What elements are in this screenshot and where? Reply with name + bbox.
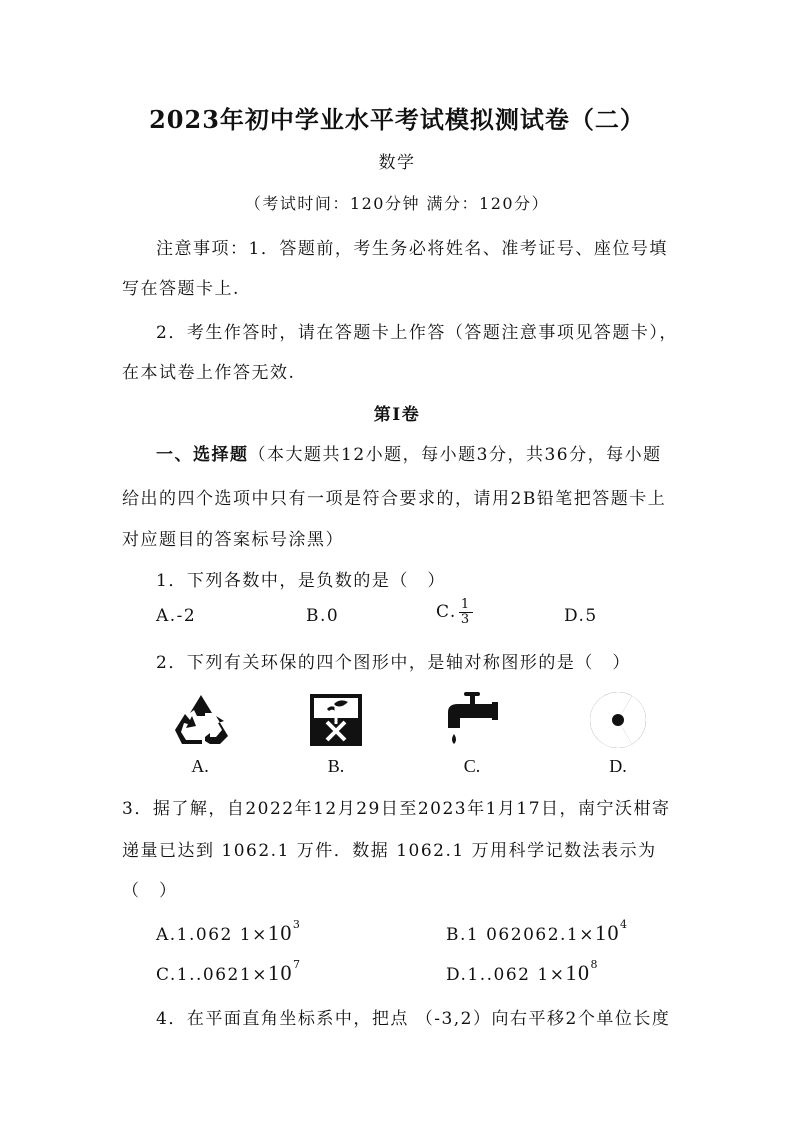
q3-option-a-exponent: 3 [292, 918, 302, 931]
q3-line-1: 3．据了解，自2022年12月29日至2023年1月17日，南宁沃柑寄 [122, 799, 671, 819]
q1-stem: 1．下列各数中，是负数的是（ ） [156, 571, 446, 591]
fraction-denominator: 3 [460, 612, 471, 627]
q3-option-b-base: 10 [594, 920, 620, 945]
fraction-numerator: 1 [460, 597, 471, 612]
fraction-one-third [459, 598, 473, 627]
q3-option-a [156, 920, 301, 946]
notes-line-2: 写在答题卡上. [122, 279, 240, 299]
q3-option-b-exponent: 4 [619, 918, 629, 931]
exam-title: 2023年初中学业水平考试模拟测试卷（二） [149, 105, 645, 134]
q1-option-c [436, 598, 473, 627]
section-line-2: 给出的四个选项中只有一项是符合要求的，请用2B铅笔把答题卡上 [122, 489, 667, 509]
q3-option-c-base: 10 [267, 960, 293, 985]
q4-line-1: 4．在平面直角坐标系中，把点 （-3,2）向右平移2个单位长度 [156, 1009, 671, 1029]
notes-line-4: 在本试卷上作答无效. [122, 363, 296, 383]
section-title: 第Ⅰ卷 [373, 405, 421, 425]
recycle-icon [172, 692, 230, 746]
q3-option-d-base: 10 [565, 960, 591, 985]
q2-option-b-label: B. [327, 756, 345, 776]
q2-option-d-label: D. [609, 756, 627, 776]
q3-option-a-base: 10 [267, 920, 293, 945]
q3-option-d-prefix: D.1..062 1× [446, 965, 566, 985]
no-picking-sign-icon [310, 694, 362, 746]
exam-info: （考试时间：120分钟 满分：120分） [244, 194, 550, 213]
q3-option-c [156, 960, 301, 986]
dripping-faucet-icon [444, 688, 500, 750]
section-line-3: 对应题目的答案标号涂黑） [122, 530, 344, 550]
section-heading-bold: 一、选择题 [156, 445, 249, 465]
q3-option-c-prefix: C.1..0621× [156, 965, 268, 985]
q1-option-c-prefix: C. [436, 602, 457, 622]
radiation-icon [588, 690, 648, 750]
q3-option-b-prefix: B.1 062062.1× [446, 925, 595, 945]
notes-line-1: 注意事项：1．答题前，考生务必将姓名、准考证号、座位号填 [156, 239, 668, 259]
q3-option-d [446, 960, 599, 986]
q1-option-a: A.-2 [156, 606, 197, 626]
q3-option-b [446, 920, 628, 946]
q3-option-a-prefix: A.1.062 1× [156, 925, 268, 945]
q2-option-a-label: A. [191, 756, 209, 776]
notes-line-3: 2．考生作答时，请在答题卡上作答（答题注意事项见答题卡）， [156, 323, 678, 343]
q2-stem: 2．下列有关环保的四个图形中，是轴对称图形的是（ ） [156, 653, 631, 673]
q3-option-d-exponent: 8 [590, 958, 599, 971]
q1-option-b: B.0 [306, 606, 340, 626]
q3-line-3: （ ） [122, 881, 178, 901]
q3-option-c-exponent: 7 [292, 958, 302, 971]
q1-option-d: D.5 [564, 606, 598, 626]
section-heading [156, 440, 662, 465]
section-heading-rest: （本大题共12小题，每小题3分，共36分，每小题 [248, 445, 662, 465]
q2-option-c-label: C. [463, 756, 481, 776]
q3-line-2: 递量已达到 1062.1 万件．数据 1062.1 万用科学记数法表示为 [122, 841, 657, 861]
subject-label: 数学 [378, 153, 416, 173]
